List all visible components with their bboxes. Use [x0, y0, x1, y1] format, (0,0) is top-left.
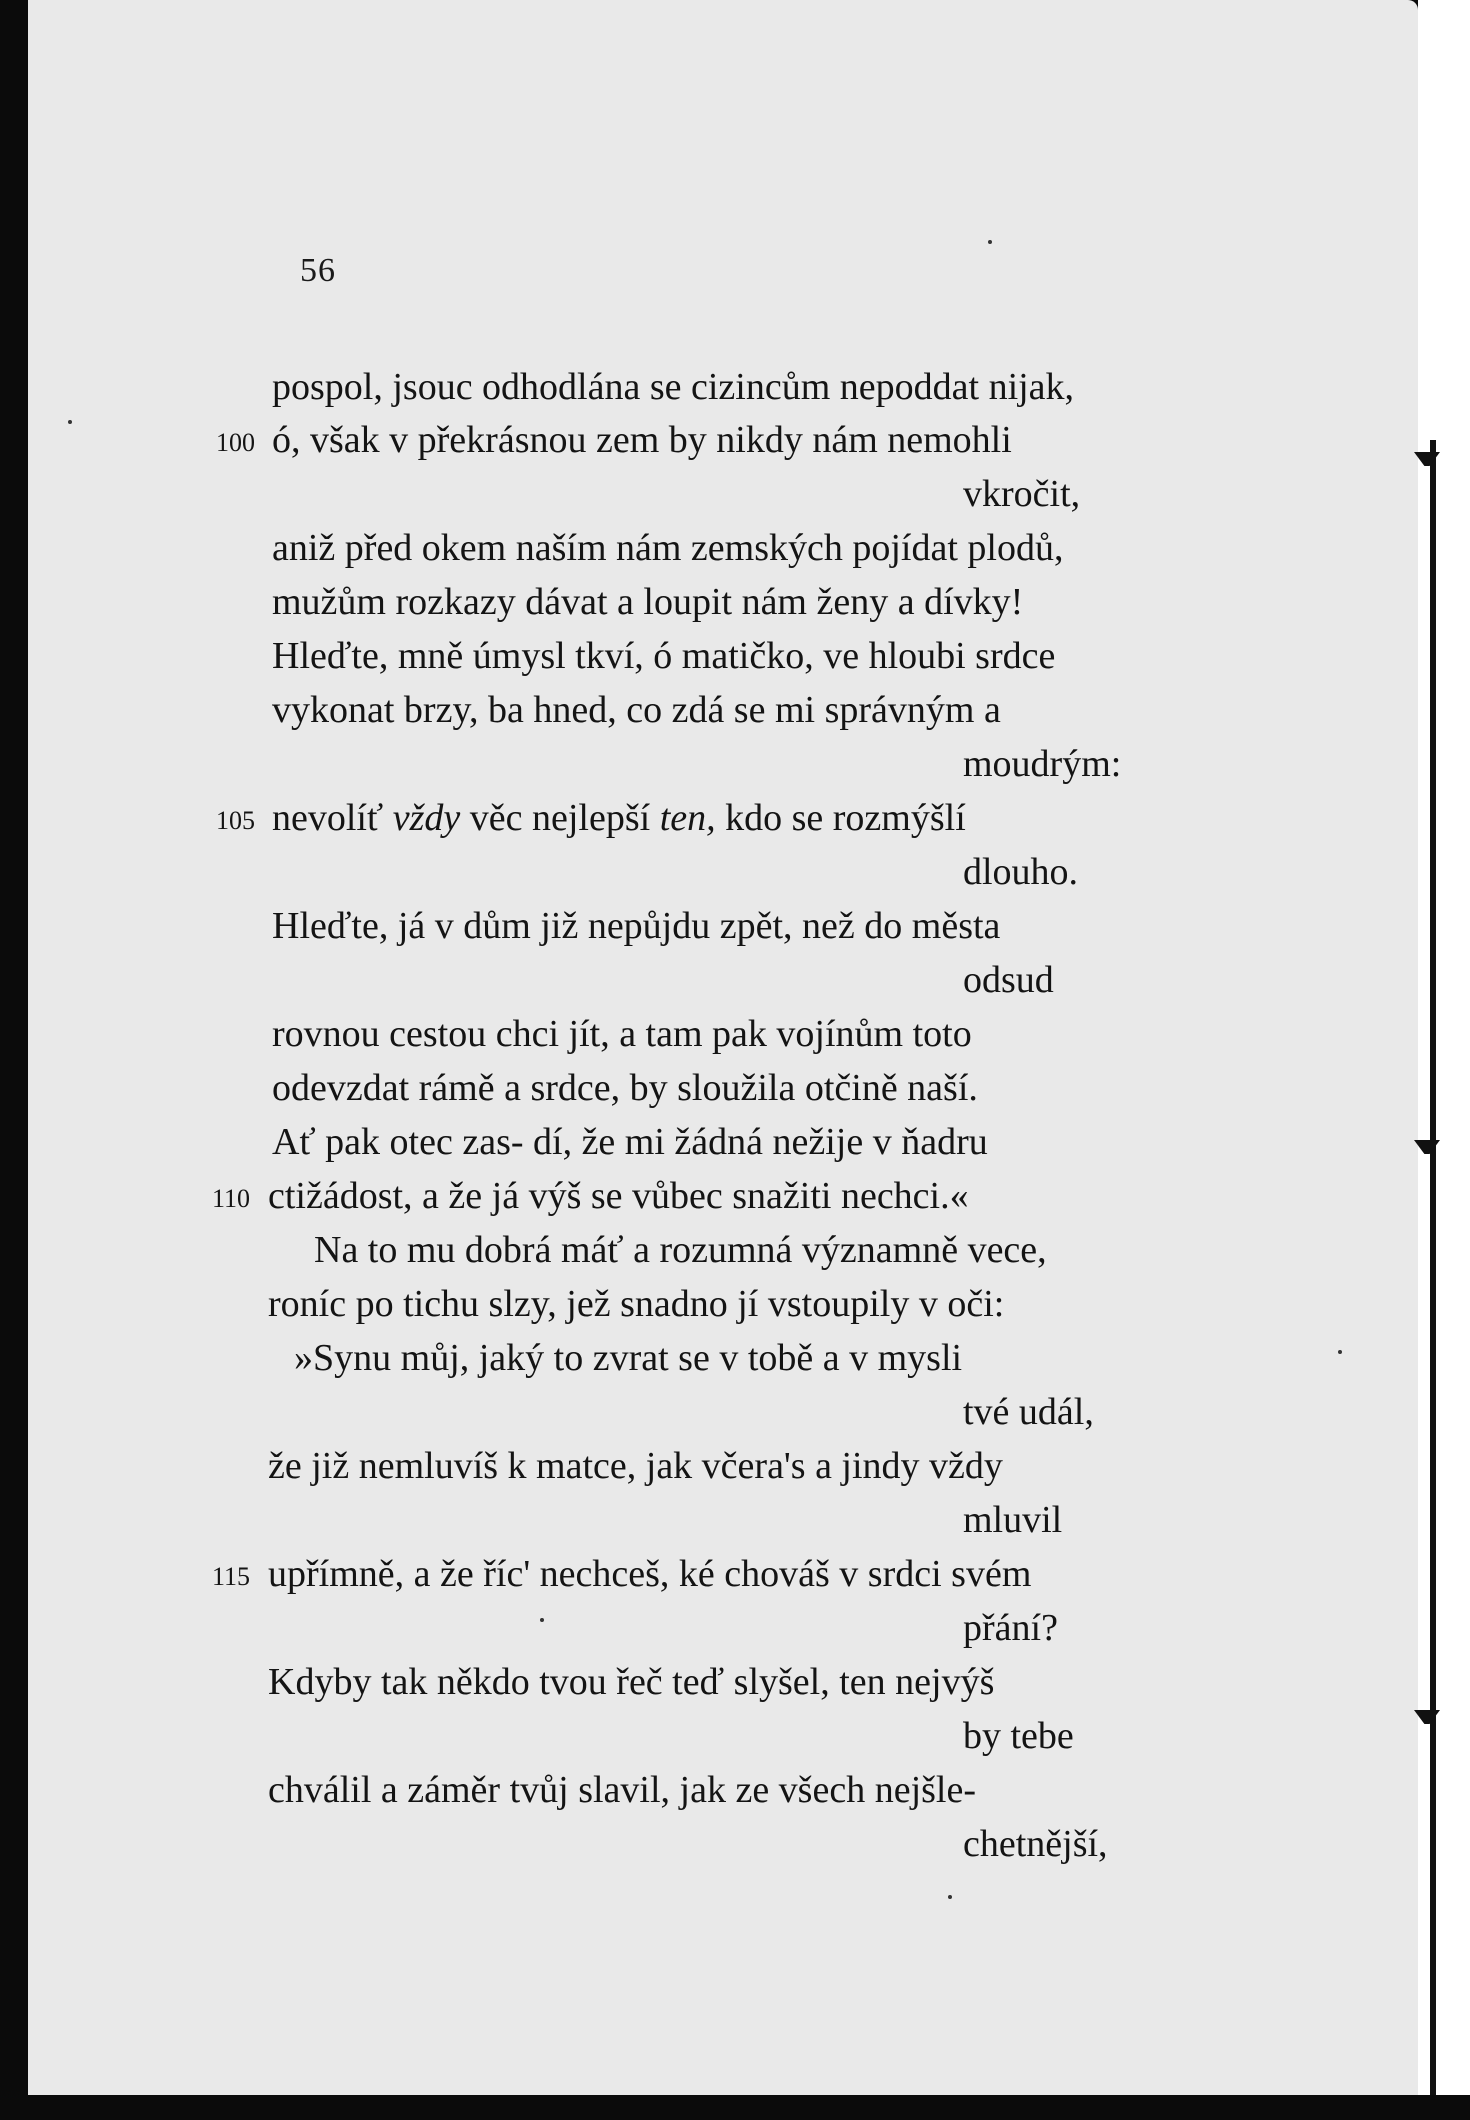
verse-line: aniž před okem naším nám zemských pojídat plodů, [272, 527, 1064, 569]
verse-line: Hleďte, mně úmysl tkví, ó matičko, ve hloubi srdce [272, 635, 1056, 677]
verse-line-continuation: odsud [963, 959, 1054, 1001]
verse-line: odevzdat rámě a srdce, by sloužila otčině naší. [272, 1067, 978, 1109]
verse-text: věc nejlepší [469, 797, 651, 839]
scan-speck [1338, 1350, 1342, 1354]
scan-speck [988, 240, 992, 244]
verse-line: roníc po tichu slzy, jež snadno jí vstoupily v oči: [268, 1283, 1005, 1325]
verse-line: Hleďte, já v dům již nepůjdu zpět, než do města [272, 905, 1001, 947]
verse-text: nevolíť [272, 797, 384, 839]
verse-line-continuation: dlouho. [963, 851, 1079, 893]
verse-line: ó, však v překrásnou zem by nikdy nám nemohli [272, 419, 1012, 461]
verse-line-continuation: přání? [963, 1607, 1058, 1649]
line-number: 105 [216, 806, 255, 835]
verse-line: rovnou cestou chci jít, a tam pak vojínům toto [272, 1013, 972, 1055]
verse-line-continuation: by tebe [963, 1715, 1074, 1757]
verse-line-continuation: moudrým: [963, 743, 1122, 785]
verse-line-continuation: chetnější, [963, 1823, 1108, 1865]
verse-line: Na to mu dobrá máť a rozumná významně vece, [314, 1229, 1047, 1271]
verse-line: ctižádost, a že já výš se vůbec snažiti nechci.« [268, 1175, 969, 1217]
verse-line: upřímně, a že říc' nechceš, ké chováš v srdci svém [268, 1553, 1032, 1595]
binding-gutter [1418, 0, 1470, 2120]
page-number: 56 [300, 252, 336, 289]
verse-line: Ať pak otec zas- dí, že mi žádná nežije v ňadru [272, 1121, 988, 1163]
verse-line: vykonat brzy, ba hned, co zdá se mi správným a [272, 689, 1001, 731]
verse-line: mužům rozkazy dávat a loupit nám ženy a dívky! [272, 581, 1024, 623]
verse-italic-word: ten, [659, 797, 716, 839]
verse-line: chválil a záměr tvůj slavil, jak ze všech nejšle- [268, 1769, 976, 1811]
verse-line-continuation: tvé udál, [963, 1391, 1094, 1433]
verse-line-continuation: mluvil [963, 1499, 1063, 1541]
scan-speck [68, 420, 72, 424]
verse-line: Kdyby tak někdo tvou řeč teď slyšel, ten nejvýš [268, 1661, 995, 1703]
line-number: 110 [212, 1184, 251, 1213]
book-page [28, 0, 1418, 2095]
line-number: 100 [216, 428, 255, 457]
verse-text: kdo se rozmýšlí [725, 797, 966, 839]
scan-speck [948, 1895, 952, 1899]
verse-line: pospol, jsouc odhodlána se cizincům nepoddat nijak, [272, 366, 1075, 408]
line-number: 115 [212, 1562, 251, 1591]
poem-text [28, 0, 1418, 2095]
scan-speck [540, 1618, 544, 1622]
verse-line: že již nemluvíš k matce, jak včera's a jindy vždy [268, 1445, 1003, 1487]
verse-italic-word: vždy [392, 797, 461, 839]
verse-line: »Synu můj, jaký to zvrat se v tobě a v mysli [294, 1337, 963, 1379]
verse-line [272, 796, 966, 840]
scan-border [0, 2095, 1470, 2120]
verse-line-continuation: vkročit, [963, 473, 1081, 515]
binding-edge [1430, 440, 1436, 2100]
